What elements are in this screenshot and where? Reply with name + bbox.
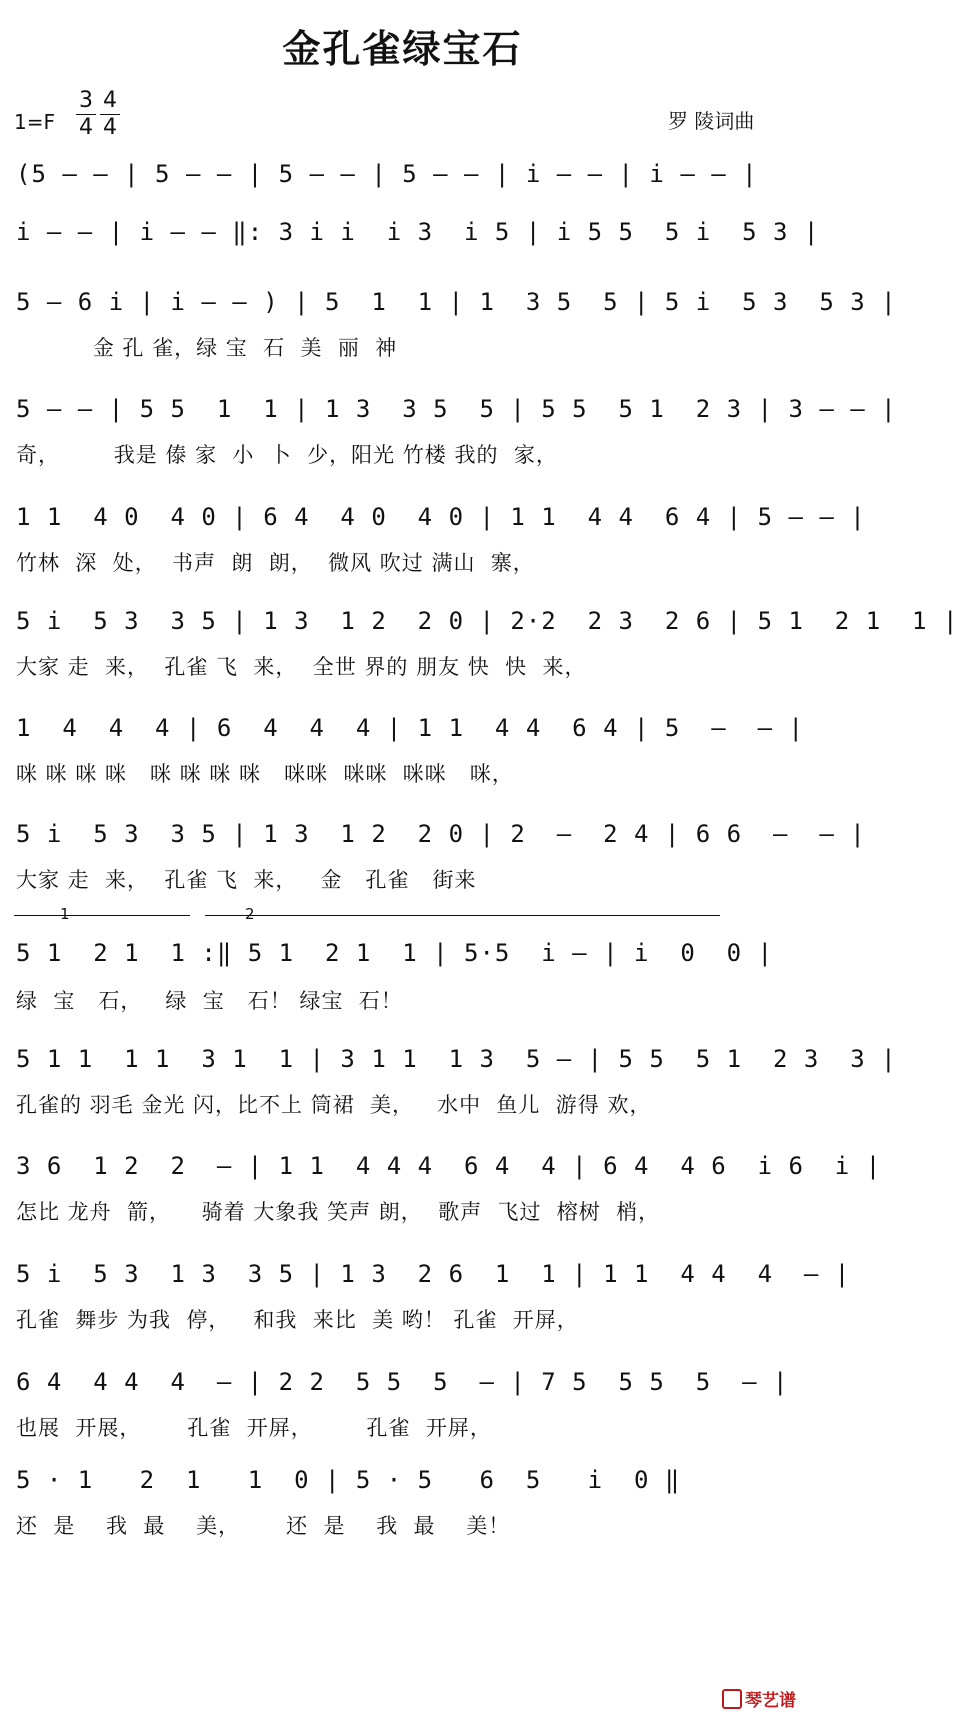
notation-line: 5 · 1 2 1 1 0 | 5 · 5 6 5 i 0 ‖ xyxy=(16,1466,681,1494)
notation-line: 5 — — | 5 5 1 1 | 1 3 3 5 5 | 5 5 5 1 2 3 | 3 — — | xyxy=(16,395,897,423)
lyrics-line: 孔雀的 羽毛 金光 闪，比不上 筒裙 美， 水中 鱼儿 游得 欢， xyxy=(16,1093,652,1117)
lyrics-line: 大家 走 来， 孔雀 飞 来， 全世 界的 朋友 快 快 来， xyxy=(16,655,587,679)
lyrics-line: 竹林 深 处， 书声 朗 朗， 微风 吹过 满山 寨， xyxy=(16,551,535,575)
notation-line: 5 i 5 3 1 3 3 5 | 1 3 2 6 1 1 | 1 1 4 4 4 — | xyxy=(16,1260,851,1288)
lyrics-line: 怎比 龙舟 箭， 骑着 大象我 笑声 朗， 歌声 飞过 榕树 梢， xyxy=(16,1200,661,1224)
volta-2-bracket xyxy=(205,915,720,916)
notation-line: 5 i 5 3 3 5 | 1 3 1 2 2 0 | 2 — 2 4 | 6 6 — — | xyxy=(16,820,866,848)
notation-line: i — — | i — — ‖: 3 i i i 3 i 5 | i 5 5 5 i 5 3 | xyxy=(16,218,820,246)
time-signature-4-4 xyxy=(100,88,120,141)
time-signature-bottom: 4 xyxy=(76,114,96,141)
time-signature-bottom: 4 xyxy=(100,114,120,141)
notation-line: 6 4 4 4 4 — | 2 2 5 5 5 — | 7 5 5 5 5 — | xyxy=(16,1368,789,1396)
notation-line: (5 — — | 5 — — | 5 — — | 5 — — | i — — | i — — | xyxy=(16,160,758,188)
author-credit: 罗 陵词曲 xyxy=(668,109,755,133)
volta-1-bracket xyxy=(14,915,190,916)
lyrics-line: 金 孔 雀，绿 宝 石 美 丽 神 xyxy=(16,336,398,360)
key-signature: 1=F xyxy=(14,110,55,134)
time-signature-top: 4 xyxy=(103,88,117,113)
volta-1-label: 1 xyxy=(60,905,70,923)
notation-line: 5 1 2 1 1 :‖ 5 1 2 1 1 | 5·5 i — | i 0 0 | xyxy=(16,939,774,967)
logo-text: 琴艺谱 xyxy=(745,1691,796,1711)
lyrics-line: 咪 咪 咪 咪 咪 咪 咪 咪 咪咪 咪咪 咪咪 咪， xyxy=(16,762,514,786)
notation-line: 3 6 1 2 2 — | 1 1 4 4 4 6 4 4 | 6 4 4 6 i 6 i | xyxy=(16,1152,882,1180)
lyrics-line: 也展 开展， 孔雀 开屏， 孔雀 开屏， xyxy=(16,1416,492,1440)
site-logo xyxy=(722,1686,796,1711)
logo-icon xyxy=(722,1689,742,1709)
lyrics-line: 还 是 我 最 美， 还 是 我 最 美！ xyxy=(16,1514,511,1538)
lyrics-line: 孔雀 舞步 为我 停， 和我 来比 美 哟！ 孔雀 开屏， xyxy=(16,1308,579,1332)
lyrics-line: 绿 宝 石， 绿 宝 石！ 绿宝 石！ xyxy=(16,989,403,1013)
notation-line: 5 1 1 1 1 3 1 1 | 3 1 1 1 3 5 — | 5 5 5 1 2 3 3 | xyxy=(16,1045,897,1073)
lyrics-line: 大家 走 来， 孔雀 飞 来， 金 孔雀 街来 xyxy=(16,868,477,892)
lyrics-line: 奇， 我是 傣 家 小 卜 少，阳光 竹楼 我的 家， xyxy=(16,443,558,467)
volta-2-label: 2 xyxy=(245,905,255,923)
time-signature-top: 3 xyxy=(79,88,93,113)
notation-line: 5 i 5 3 3 5 | 1 3 1 2 2 0 | 2·2 2 3 2 6 | 5 1 2 1 1 | xyxy=(16,607,958,635)
notation-line: 5 — 6 i | i — — ) | 5 1 1 | 1 3 5 5 | 5 i 5 3 5 3 | xyxy=(16,288,897,316)
time-signature-3-4 xyxy=(76,88,96,141)
song-title: 金孔雀绿宝石 xyxy=(282,27,523,71)
notation-line: 1 1 4 0 4 0 | 6 4 4 0 4 0 | 1 1 4 4 6 4 | 5 — — | xyxy=(16,503,866,531)
notation-line: 1 4 4 4 | 6 4 4 4 | 1 1 4 4 6 4 | 5 — — | xyxy=(16,714,804,742)
